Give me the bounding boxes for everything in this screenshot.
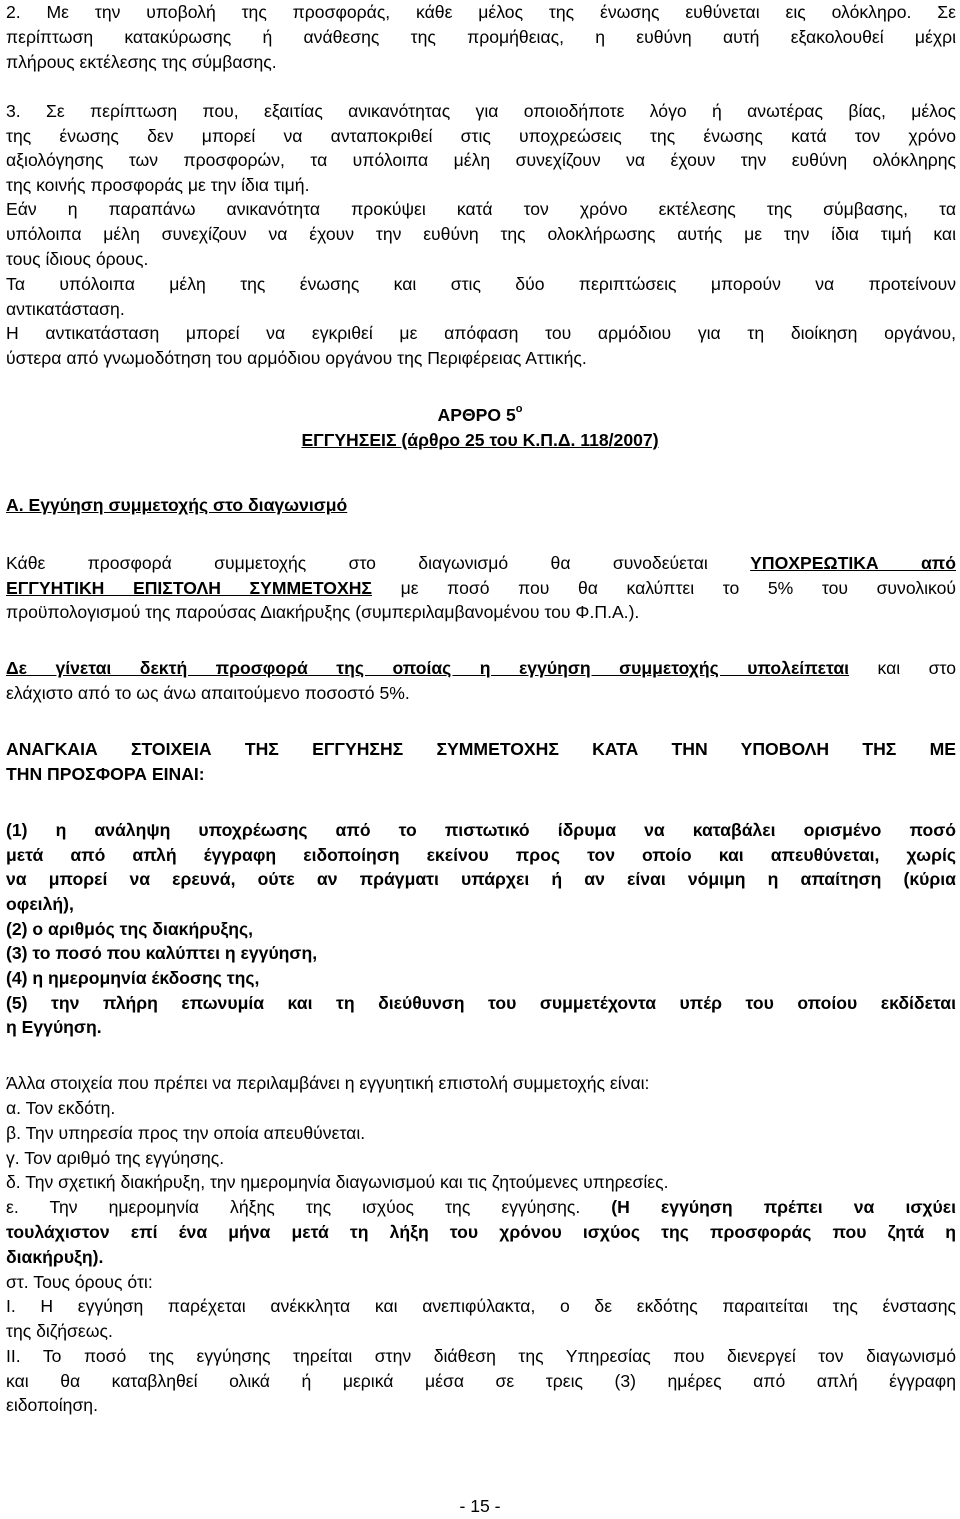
element-line: (4) η ημερομηνία έκδοσης της,: [6, 968, 260, 988]
other-item-e-line2: τουλάχιστον επί ένα μήνα μετά τη λήξη του χρόνου ισχύος της προσφοράς που ζητά η: [6, 1222, 956, 1242]
term-ii-line2: και θα καταβληθεί ολικά ή μερικά μέσα σε τρεις (3) ημέρες από απλή έγγραφη: [6, 1371, 956, 1391]
other-item: β. Την υπηρεσία προς την οποία απευθύνεται.: [6, 1123, 366, 1143]
item3-line4: της κοινής προσφοράς με την ίδια τιμή.: [6, 175, 310, 195]
article-subtitle: ΕΓΓΥΗΣΕΙΣ (άρθρο 25 του Κ.Π.Δ. 118/2007): [301, 430, 659, 450]
other-item-e-line3: διακήρυξη).: [6, 1247, 104, 1267]
term-i-line1: Ι. Η εγγύηση παρέχεται ανέκκλητα και ανεπιφύλακτα, ο δε εκδότης παραιτείται της ένστασης: [6, 1296, 956, 1316]
page-number: - 15 -: [459, 1496, 501, 1516]
sectionA-p2-line2: ελάχιστο από το ως άνω απαιτούμενο ποσοστό 5%.: [6, 683, 410, 703]
element-line: (3) το ποσό που καλύπτει η εγγύηση,: [6, 943, 318, 963]
sectionA-p1-line1: Κάθε προσφορά συμμετοχής στο διαγωνισμό θα συνοδεύεται ΥΠΟΧΡΕΩΤΙΚΑ από: [6, 553, 956, 573]
item3-line2: της ένωσης δεν μπορεί να ανταποκριθεί στις υποχρεώσεις της ένωσης κατά τον χρόνο: [6, 126, 956, 146]
item3b-line1: Εάν η παραπάνω ανικανότητα προκύψει κατά τον χρόνο εκτέλεσης της σύμβασης, τα: [6, 199, 956, 219]
term-ii-line1: ΙΙ. Το ποσό της εγγύησης τηρείται στην διάθεση της Υπηρεσίας που διενεργεί τον διαγωνισμό: [6, 1346, 956, 1366]
element-line: (2) ο αριθμός της διακήρυξης,: [6, 919, 253, 939]
sectionA-p1-line3: προϋπολογισμού της παρούσας Διακήρυξης (συμπεριλαμβανομένου του Φ.Π.Α.).: [6, 602, 640, 622]
item3d-line1: Η αντικατάσταση μπορεί να εγκριθεί με απόφαση του αρμόδιου για τη διοίκηση οργάνου,: [6, 323, 956, 343]
item3-line3: αξιολόγησης των προσφορών, τα υπόλοιπα μέλη συνεχίζουν να έχουν την ευθύνη ολόκληρης: [6, 150, 956, 170]
element-line: μετά από απλή έγγραφη ειδοποίηση εκείνου προς τον οποίο και απευθύνεται, χωρίς: [6, 845, 956, 865]
sectionA-p1-line2: ΕΓΓΥΗΤΙΚΗ ΕΠΙΣΤΟΛΗ ΣΥΜΜΕΤΟΧΗΣ με ποσό που θα καλύπτει το 5% του συνολικού: [6, 578, 956, 598]
other-item-st: στ. Τους όρους ότι:: [6, 1272, 153, 1292]
item3-line1: 3. Σε περίπτωση που, εξαιτίας ανικανότητας για οποιοδήποτε λόγο ή ανωτέρας βίας, μέλος: [6, 101, 956, 121]
element-line: (5) την πλήρη επωνυμία και τη διεύθυνση του συμμετέχοντα υπέρ του οποίου εκδίδεται: [6, 993, 956, 1013]
section-a-heading: Α. Εγγύηση συμμετοχής στο διαγωνισμό: [6, 495, 348, 515]
other-item: α. Τον εκδότη.: [6, 1098, 116, 1118]
item3c-line2: αντικατάσταση.: [6, 299, 125, 319]
item3d-line2: ύστερα από γνωμοδότηση του αρμόδιου οργάνου της Περιφέρειας Αττικής.: [6, 348, 587, 368]
element-line: (1) η ανάληψη υποχρέωσης από το πιστωτικό ίδρυμα να καταβάλει ορισμένο ποσό: [6, 820, 956, 840]
item3b-line3: τους ίδιους όρους.: [6, 249, 149, 269]
item2-line3: πλήρους εκτέλεσης της σύμβασης.: [6, 51, 277, 72]
element-line: η Εγγύηση.: [6, 1017, 102, 1037]
other-item: γ. Τον αριθμό της εγγύησης.: [6, 1148, 225, 1168]
item2-line1: 2. Με την υποβολή της προσφοράς, κάθε μέλος της ένωσης ευθύνεται εις ολόκληρο. Σε: [6, 2, 956, 22]
sectionA-p3-line1: ΑΝΑΓΚΑΙΑ ΣΤΟΙΧΕΙΑ ΤΗΣ ΕΓΓΥΗΣΗΣ ΣΥΜΜΕΤΟΧΗΣ ΚΑΤΑ ΤΗΝ ΥΠΟΒΟΛΗ ΤΗΣ ΜΕ: [6, 739, 956, 759]
item3c-line1: Τα υπόλοιπα μέλη της ένωσης και στις δύο περιπτώσεις μπορούν να προτείνουν: [6, 274, 956, 294]
element-line: να μπορεί να ερευνά, ούτε αν πράγματι υπάρχει ή αν είναι νόμιμη η απαίτηση (κύρια: [6, 869, 956, 889]
article-title: ΑΡΘΡΟ $5^o$: [437, 403, 523, 425]
sectionA-p3-line2: ΤΗΝ ΠΡΟΣΦΟΡΑ ΕΙΝΑΙ:: [6, 764, 205, 784]
item3b-line2: υπόλοιπα μέλη συνεχίζουν να έχουν την ευθύνη της ολοκλήρωσης αυτής με την ίδια τιμή και: [6, 224, 956, 244]
item2-line2: περίπτωση κατακύρωσης ή ανάθεσης της προμήθειας, η ευθύνη αυτή εξακολουθεί μέχρι: [6, 26, 956, 47]
term-i-line2: της διζήσεως.: [6, 1321, 113, 1341]
other-item: δ. Την σχετική διακήρυξη, την ημερομηνία διαγωνισμού και τις ζητούμενες υπηρεσίες.: [6, 1172, 669, 1192]
other-intro: Άλλα στοιχεία που πρέπει να περιλαμβάνει η εγγυητική επιστολή συμμετοχής είναι:: [6, 1073, 650, 1093]
other-item-e-line1: ε. Την ημερομηνία λήξης της ισχύος της εγγύησης. (Η εγγύηση πρέπει να ισχύει: [6, 1197, 956, 1217]
sectionA-p2-line1: Δε γίνεται δεκτή προσφορά της οποίας η εγγύηση συμμετοχής υπολείπεται και στο: [6, 658, 956, 678]
term-ii-line3: ειδοποίηση.: [6, 1395, 98, 1415]
element-line: οφειλή),: [6, 894, 74, 914]
